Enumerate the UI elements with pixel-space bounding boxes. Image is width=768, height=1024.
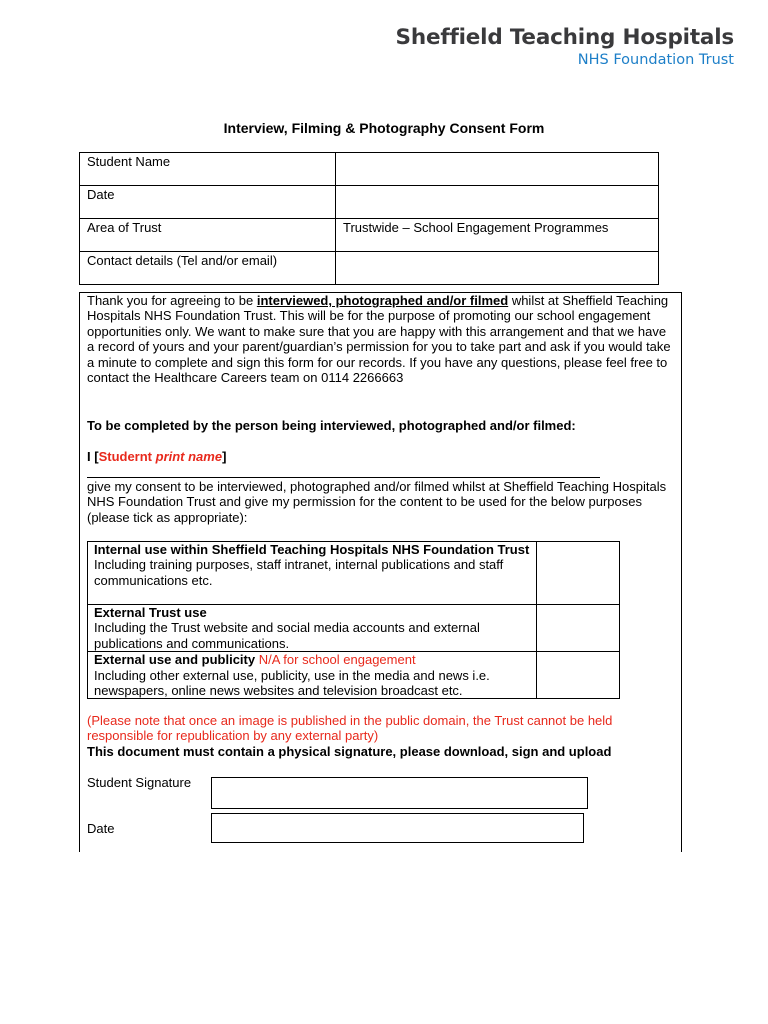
student-signature-box[interactable] bbox=[211, 777, 588, 809]
internal-use-heading: Internal use within Sheffield Teaching Hospitals NHS Foundation Trust bbox=[94, 542, 530, 557]
internal-use-cell bbox=[88, 542, 537, 605]
student-signature-label: Student Signature bbox=[87, 775, 192, 790]
consent-box bbox=[79, 292, 682, 852]
print-name-suffix: ] bbox=[222, 449, 227, 464]
logo-sub-text: NHS Foundation Trust bbox=[577, 52, 734, 68]
external-trust-use-heading: External Trust use bbox=[94, 605, 207, 620]
date-label: Date bbox=[80, 186, 336, 219]
table-row bbox=[80, 186, 659, 219]
external-trust-use-desc: Including the Trust website and social media accounts and external publications and communications. bbox=[94, 620, 480, 651]
consent-text: give my consent to be interviewed, photographed and/or filmed whilst at Sheffield Teaching Hospitals NHS Foundation Trust and give my permission for the content to be used for the below purposes (please tick as appropriate): bbox=[87, 479, 667, 525]
external-trust-use-cell bbox=[88, 605, 537, 652]
logo-main-text: Sheffield Teaching Hospitals bbox=[395, 25, 734, 50]
contact-details-field[interactable] bbox=[336, 252, 659, 285]
completed-by-heading: To be completed by the person being interviewed, photographed and/or filmed: bbox=[87, 418, 576, 433]
signature-date-box[interactable] bbox=[211, 813, 584, 843]
print-name-line bbox=[87, 449, 672, 464]
trust-logo bbox=[396, 25, 734, 69]
intro-part1: Thank you for agreeing to be bbox=[87, 293, 257, 308]
table-row bbox=[80, 219, 659, 252]
external-publicity-desc: Including other external use, publicity, use in the media and news i.e. newspapers, online news websites and television broadcast etc. bbox=[94, 667, 490, 699]
intro-part2: whilst at Sheffield Teaching Hospitals NHS Foundation Trust. This will be for the purpose of promoting our school engagement opportunities only. We want to make sure that you are happy with this arrangement and that we have a record of yours and your parent/guardian’s permission for you to take part and ask if you would take a minute to complete and sign this form for our records. If you have any questions, please feel free to contact the Healthcare Careers team on 0114 2266663 bbox=[87, 293, 671, 386]
student-name-field[interactable] bbox=[336, 153, 659, 186]
please-note-text: (Please note that once an image is published in the public domain, the Trust cannot be held responsible for republication by any external party) bbox=[87, 713, 613, 744]
intro-paragraph bbox=[87, 293, 672, 385]
print-name-prefix: I [ bbox=[87, 449, 99, 464]
table-row bbox=[80, 252, 659, 285]
table-row bbox=[88, 652, 620, 699]
physical-signature-notice: This document must contain a physical signature, please download, sign and upload bbox=[87, 744, 612, 759]
internal-use-tick-box[interactable] bbox=[537, 542, 620, 605]
print-name-student: Studernt bbox=[98, 449, 156, 464]
intro-emphasis: interviewed, photographed and/or filmed bbox=[256, 293, 509, 308]
external-publicity-cell bbox=[88, 652, 537, 699]
area-of-trust-value[interactable]: Trustwide – School Engagement Programmes bbox=[336, 219, 659, 252]
area-of-trust-label: Area of Trust bbox=[80, 219, 336, 252]
form-title: Interview, Filming & Photography Consent Form bbox=[223, 120, 545, 136]
external-publicity-tick-box[interactable] bbox=[537, 652, 620, 699]
table-row bbox=[88, 605, 620, 652]
print-name-underline[interactable] bbox=[87, 476, 600, 478]
internal-use-desc: Including training purposes, staff intranet, internal publications and staff communications etc. bbox=[94, 557, 504, 588]
date-field[interactable] bbox=[336, 186, 659, 219]
print-name-italic: print name bbox=[155, 449, 223, 464]
external-trust-use-tick-box[interactable] bbox=[537, 605, 620, 652]
usage-table bbox=[87, 541, 620, 699]
table-row bbox=[80, 153, 659, 186]
student-name-label: Student Name bbox=[80, 153, 336, 186]
external-publicity-note: N/A for school engagement bbox=[258, 652, 416, 668]
table-row bbox=[88, 542, 620, 605]
external-publicity-heading: External use and publicity bbox=[94, 652, 256, 668]
student-info-table bbox=[79, 152, 659, 285]
contact-details-label: Contact details (Tel and/or email) bbox=[80, 252, 336, 285]
signature-date-label: Date bbox=[87, 821, 115, 836]
